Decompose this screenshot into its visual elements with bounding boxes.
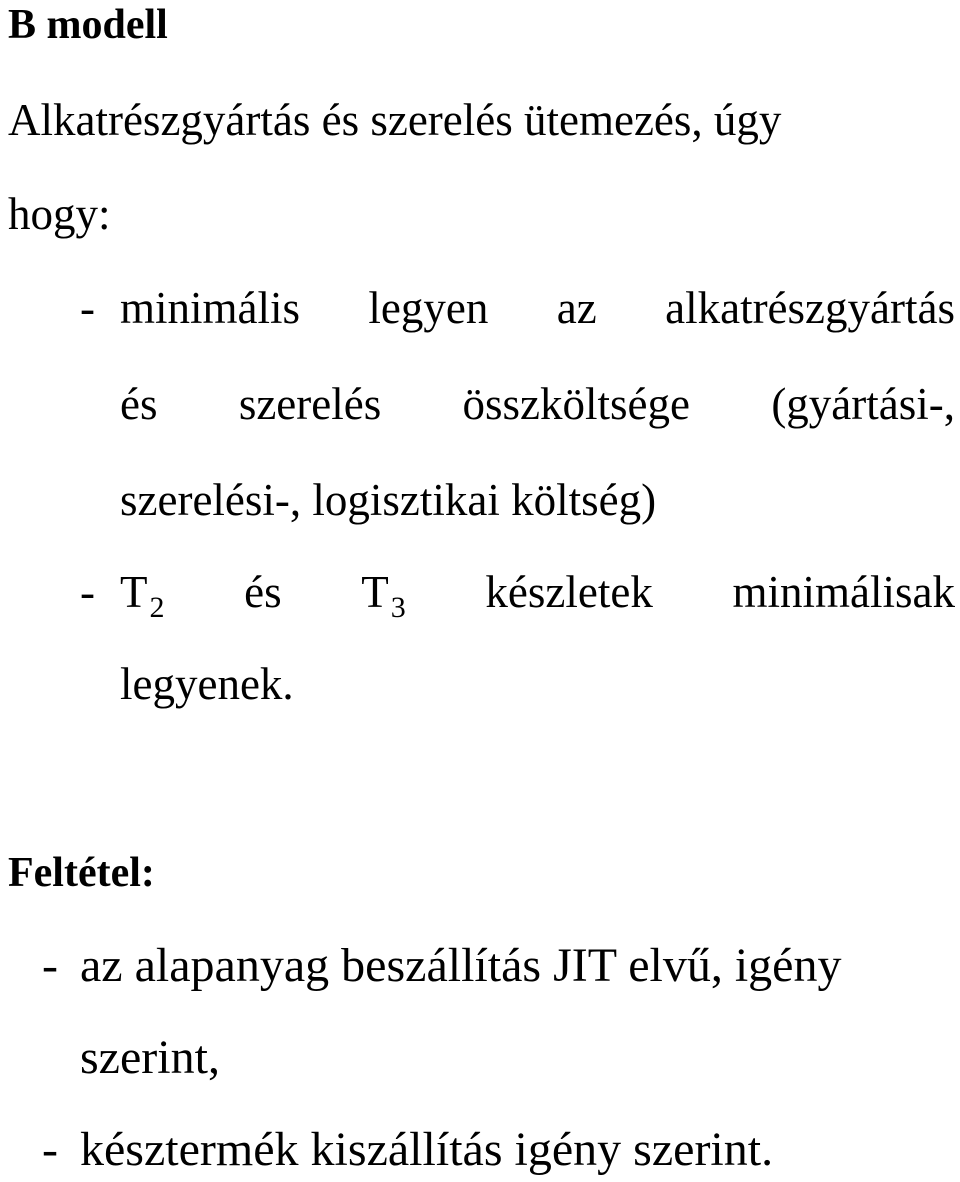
goal-1-word: alkatrészgyártás xyxy=(665,283,955,333)
goal-2-word: készletek xyxy=(485,567,653,617)
condition-1-line-1: az alapanyag beszállítás JIT elvű, igény xyxy=(80,939,842,992)
goal-1-line-3: szerelési-, logisztikai költség) xyxy=(120,475,657,525)
goal-1-word: és xyxy=(120,379,158,429)
goal-1-word: legyen xyxy=(368,283,489,333)
goal-2-word: minimálisak xyxy=(732,567,955,617)
condition-1-line-2: szerint, xyxy=(80,1031,220,1084)
goal-1-dash: - xyxy=(80,283,95,333)
goal-1-word: az xyxy=(556,283,597,333)
condition-heading: Feltétel: xyxy=(8,850,155,896)
goal-1-line-1 xyxy=(120,283,955,333)
goal-1-line-2 xyxy=(120,379,955,429)
goal-2-line-1 xyxy=(120,567,955,624)
t3-subscript: 3 xyxy=(390,591,406,624)
goal-2-word: és xyxy=(244,567,282,617)
t2-symbol: $T_2$ xyxy=(120,567,165,624)
goal-1-word: (gyártási-, xyxy=(771,379,955,429)
page-title: B modell xyxy=(8,2,168,48)
goal-1-word: összköltsége xyxy=(462,379,690,429)
condition-1-dash: - xyxy=(42,939,58,992)
condition-2-dash: - xyxy=(42,1123,58,1176)
intro-line-2: hogy: xyxy=(8,189,111,239)
goal-2-line-2: legyenek. xyxy=(120,659,294,709)
goal-1-word: minimális xyxy=(120,283,300,333)
t2-subscript: 2 xyxy=(149,591,165,624)
intro-line-1: Alkatrészgyártás és szerelés ütemezés, úgy xyxy=(8,95,782,145)
t3-symbol: $T_3$ xyxy=(361,567,406,624)
goal-1-word: szerelés xyxy=(238,379,382,429)
condition-2-line-1: késztermék kiszállítás igény szerint. xyxy=(80,1123,774,1176)
goal-2-dash: - xyxy=(80,567,95,617)
